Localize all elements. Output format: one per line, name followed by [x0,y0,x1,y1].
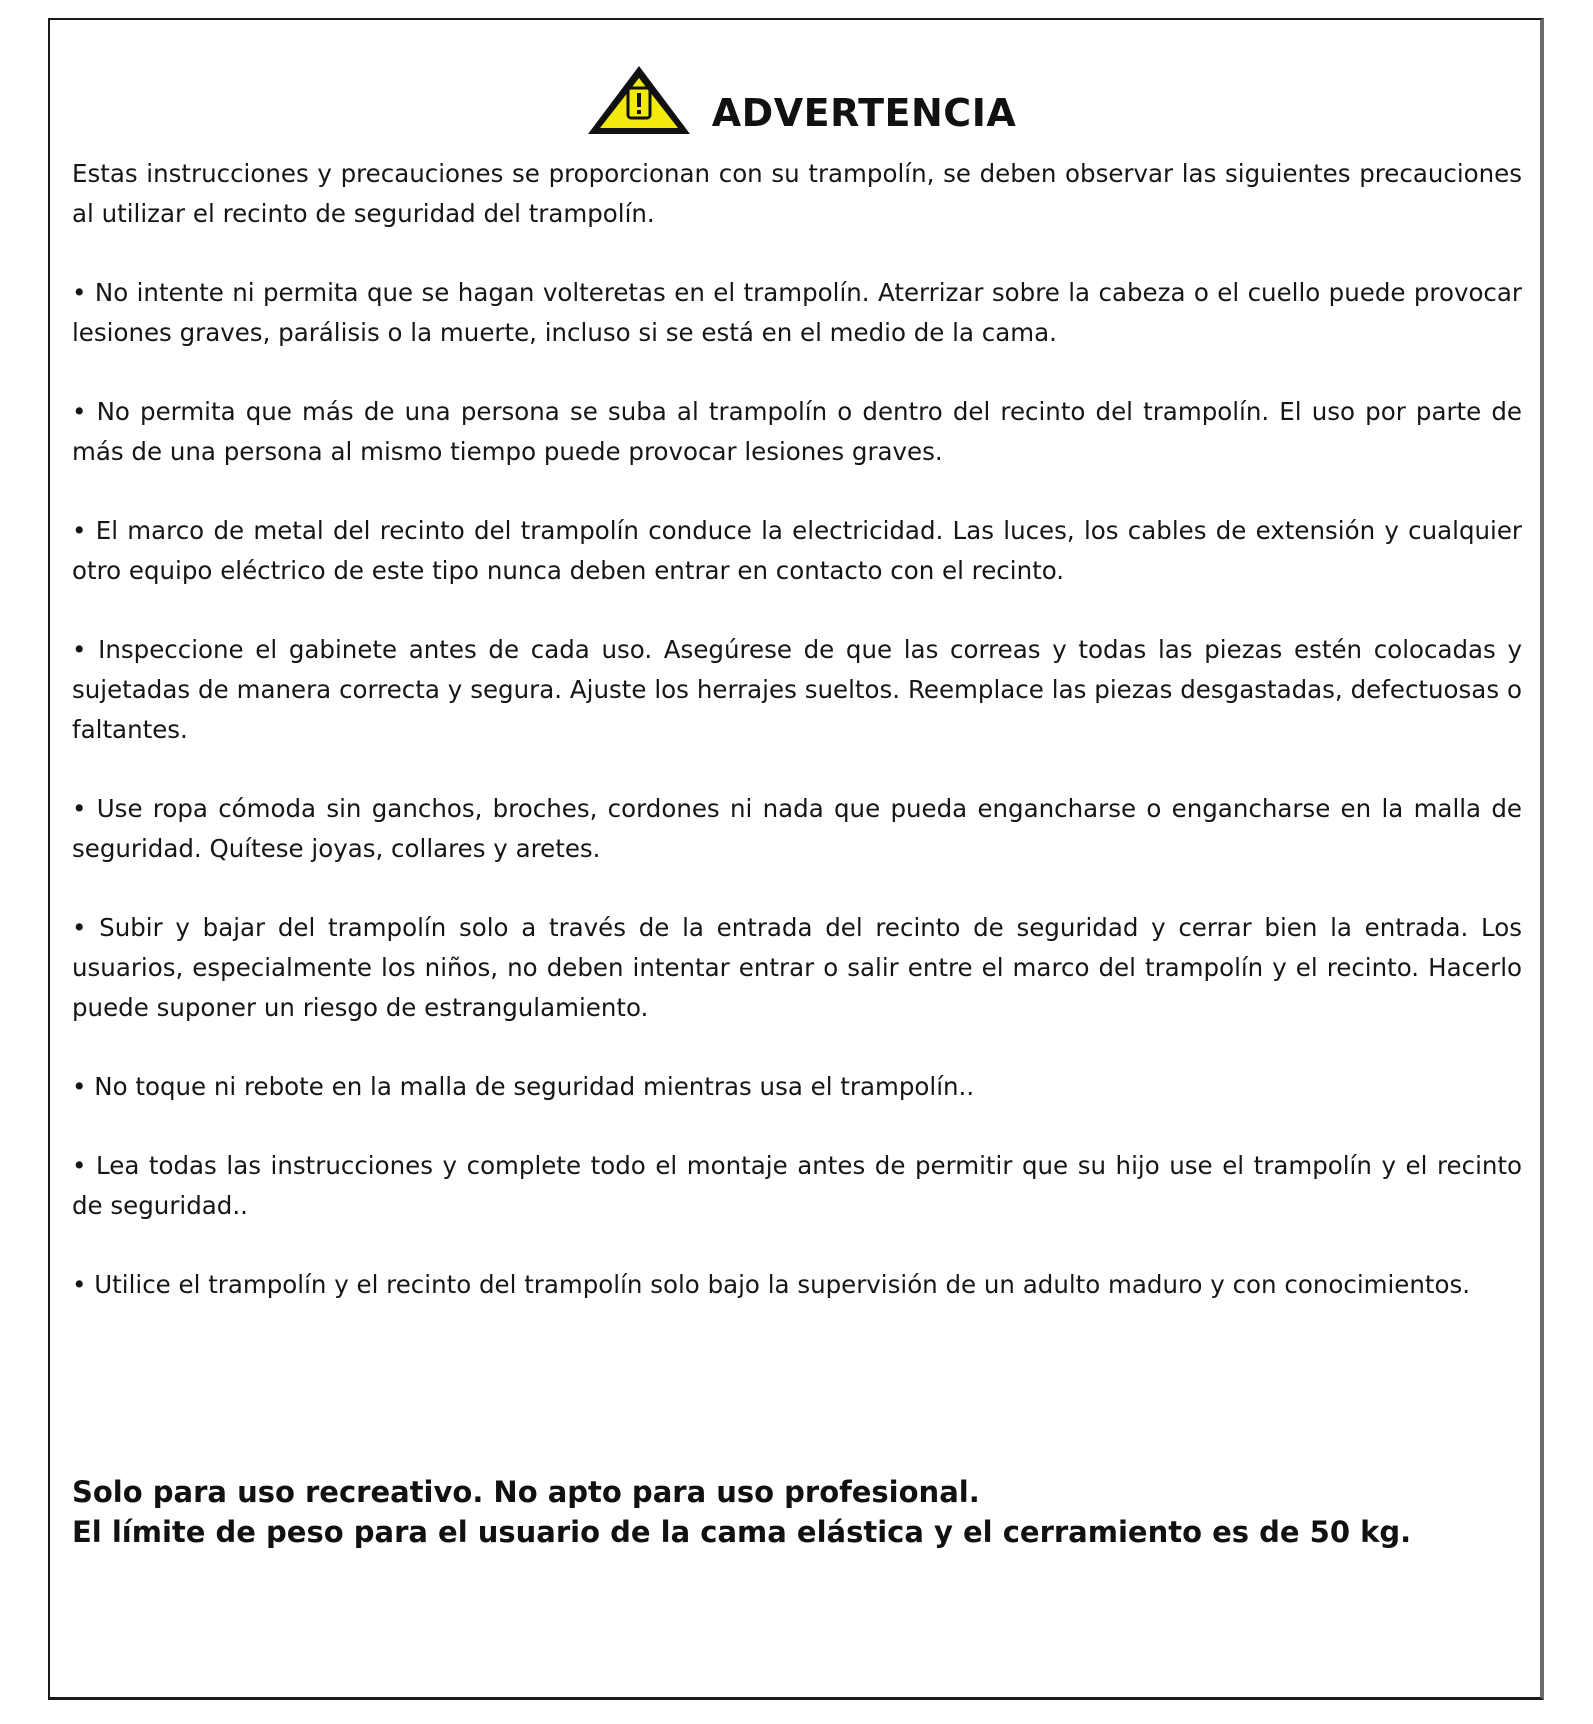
list-item: • Utilice el trampolín y el recinto del trampolín solo bajo la supervisión de un adulto maduro y con conocimientos. [72,1270,1471,1299]
weight-limit-notice: El límite de peso para el usuario de la cama elástica y el cerramiento es de 50 kg. [72,1515,1412,1549]
intro-paragraph: Estas instrucciones y precauciones se proporcionan con su trampolín, se deben observar las siguientes precauciones al utilizar el recinto de seguridad del trampolín. [72,159,1522,228]
warning-body [72,154,1522,1344]
list-item: • No intente ni permita que se hagan volteretas en el trampolín. Aterrizar sobre la cabeza o el cuello puede provocar lesiones graves, parálisis o la muerte, incluso si se está en el medio de la cama. [72,278,1522,347]
list-item: • Subir y bajar del trampolín solo a través de la entrada del recinto de seguridad y cerrar bien la entrada. Los usuarios, especialmente los niños, no deben intentar entrar o salir entre el marco del trampolín y el recinto. Hacerlo puede suponer un riesgo de estrangulamiento. [72,913,1522,1022]
list-item: • Lea todas las instrucciones y complete todo el montaje antes de permitir que su hijo use el trampolín y el recinto de seguridad.. [72,1151,1522,1220]
list-item: • Use ropa cómoda sin ganchos, broches, cordones ni nada que pueda engancharse o engancharse en la malla de seguridad. Quítese joyas, collares y aretes. [72,794,1522,863]
warning-triangle-icon [584,62,694,138]
list-item: • No permita que más de una persona se suba al trampolín o dentro del recinto del trampolín. El uso por parte de más de una persona al mismo tiempo puede provocar lesiones graves. [72,397,1522,466]
warning-title: ADVERTENCIA [711,91,1017,135]
list-item: • No toque ni rebote en la malla de seguridad mientras usa el trampolín.. [72,1072,975,1101]
warning-header [50,52,1540,148]
recreational-use-notice: Solo para uso recreativo. No apto para uso profesional. [72,1475,980,1509]
usage-notice [72,1472,1532,1552]
warning-notice-frame [48,18,1544,1700]
list-item: • El marco de metal del recinto del trampolín conduce la electricidad. Las luces, los cables de extensión y cualquier otro equipo eléctrico de este tipo nunca deben entrar en contacto con el recinto. [72,516,1522,585]
list-item: • Inspeccione el gabinete antes de cada uso. Asegúrese de que las correas y todas las piezas estén colocadas y sujetadas de manera correcta y segura. Ajuste los herrajes sueltos. Reemplace las piezas desgastadas, defectuosas o faltantes. [72,635,1522,744]
